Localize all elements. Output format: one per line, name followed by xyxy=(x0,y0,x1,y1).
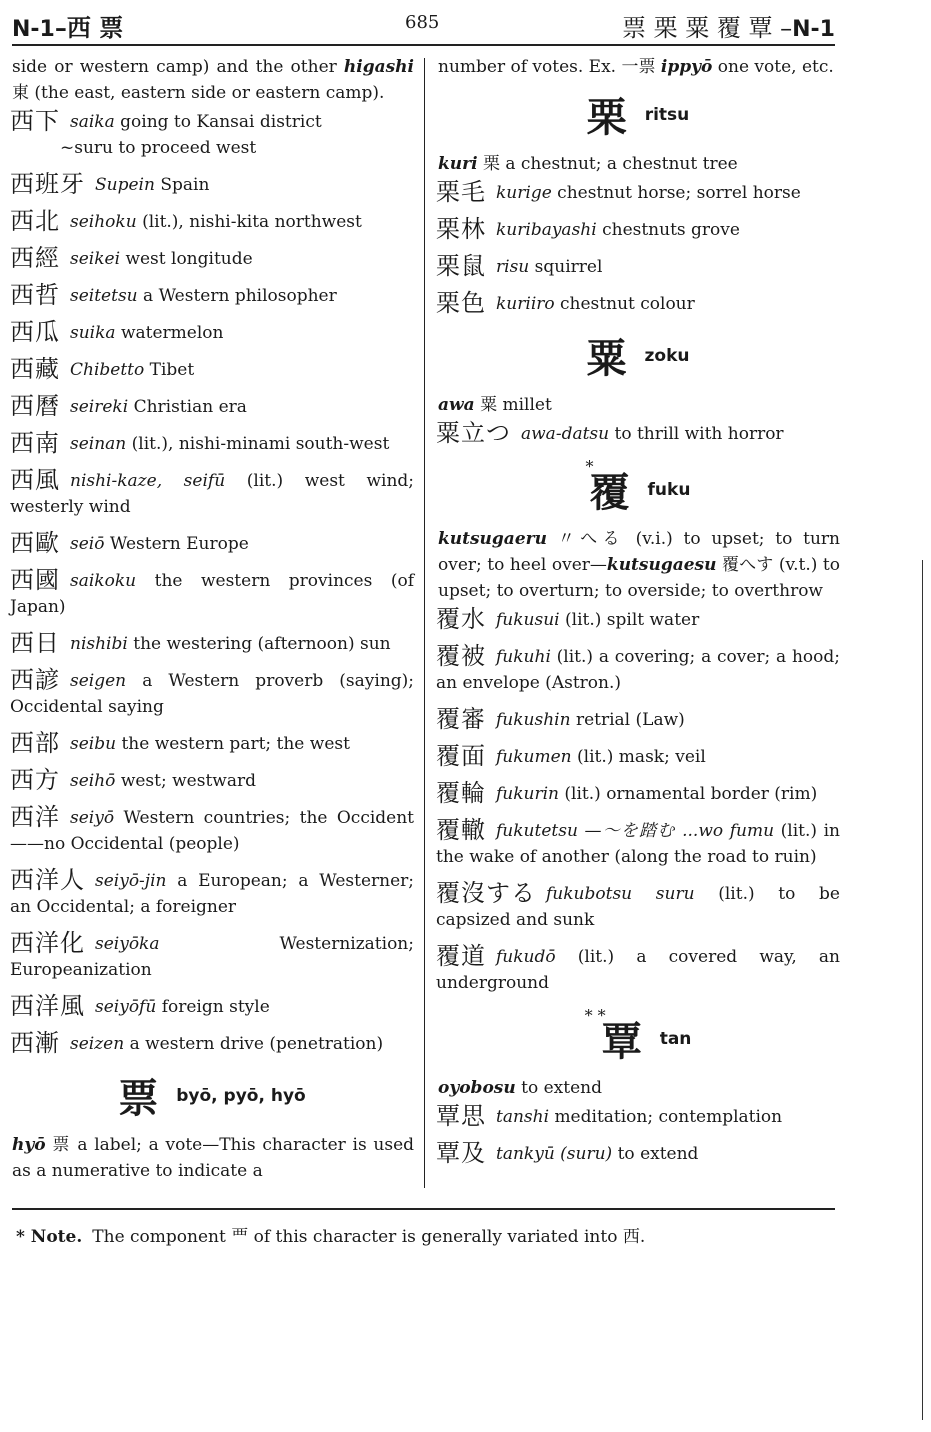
entry-definition: a Western proverb (saying); Occidental saying xyxy=(10,671,415,717)
entry-definition: foreign style xyxy=(161,997,270,1017)
right-column xyxy=(436,54,840,1177)
entry-romaji: seibu xyxy=(70,734,117,754)
entry-romaji: seihoku xyxy=(70,212,137,232)
entry-definition: the western part; the west xyxy=(121,734,350,754)
entry-romaji: seikei xyxy=(70,249,121,269)
entry-definition: west; westward xyxy=(120,771,256,791)
ritsu-definition: kuri 栗 a chestnut; a chestnut tree xyxy=(438,154,738,174)
dictionary-entry xyxy=(10,767,414,794)
dictionary-entry xyxy=(10,467,414,520)
dictionary-entry xyxy=(436,880,840,933)
dictionary-entry xyxy=(10,993,414,1020)
entry-kanji: 西洋 xyxy=(10,803,60,831)
header-right-kanji: 票 栗 粟 覆 覃 – xyxy=(621,14,793,42)
entry-extra: ~suru to proceed west xyxy=(60,138,257,158)
entry-definition: a western drive (penetration) xyxy=(129,1034,384,1054)
entry-definition: to extend xyxy=(617,1144,699,1164)
entry-romaji: fukurin xyxy=(496,784,560,804)
dictionary-entry xyxy=(436,1103,840,1130)
header-right-code: N-1 xyxy=(792,17,835,42)
entry-romaji: seireki xyxy=(70,397,129,417)
entry-kanji: 西藏 xyxy=(10,355,60,383)
entry-kanji: 西洋風 xyxy=(10,992,85,1020)
head-character-hyo: 票 byō, pyō, hyō xyxy=(118,1075,306,1122)
dictionary-entry xyxy=(10,530,414,557)
dictionary-entry xyxy=(10,208,414,235)
entry-kanji: 覆道 xyxy=(436,942,486,970)
dictionary-entry xyxy=(10,667,414,720)
head-character-fuku: *覆 fuku xyxy=(585,457,691,516)
entry-kanji: 西瓜 xyxy=(10,318,60,346)
tan-definition: oyobosu to extend xyxy=(438,1078,602,1098)
dictionary-entry xyxy=(436,706,840,733)
entry-kanji: 栗色 xyxy=(436,289,486,317)
entry-kanji: 西下 xyxy=(10,107,60,135)
entry-kanji: 栗毛 xyxy=(436,178,486,206)
fuku-entry-list xyxy=(436,606,840,996)
entry-romaji: fukudō xyxy=(496,947,556,967)
entry-definition: (lit.) spilt water xyxy=(565,610,700,630)
dictionary-entry xyxy=(10,319,414,346)
entry-kanji: 西北 xyxy=(10,207,60,235)
entry-definition: retrial (Law) xyxy=(575,710,685,730)
dictionary-entry xyxy=(436,216,840,243)
dictionary-entry xyxy=(436,817,840,870)
entry-definition: a European; a Westerner; an Occidental; a foreigner xyxy=(10,871,414,917)
entry-romaji: saikoku xyxy=(70,571,137,591)
entry-definition: (lit.) west wind; westerly wind xyxy=(10,471,415,517)
dictionary-entry xyxy=(10,393,414,420)
header-right xyxy=(622,8,835,43)
dictionary-entry xyxy=(10,867,414,920)
entry-kanji: 西日 xyxy=(10,629,60,657)
entry-definition: (lit.) a covered way, an underground xyxy=(436,947,841,993)
entry-kanji: 西班牙 xyxy=(10,170,85,198)
dictionary-entry xyxy=(10,430,414,457)
entry-kanji: 覆轍 xyxy=(436,816,486,844)
entry-kanji: 西洋人 xyxy=(10,866,85,894)
entry-definition: Spain xyxy=(160,175,210,195)
entry-definition: squirrel xyxy=(534,257,603,277)
entry-romaji: suika xyxy=(70,323,116,343)
entry-romaji: seitetsu xyxy=(70,286,138,306)
entry-romaji: seinan xyxy=(70,434,127,454)
entry-definition: (lit.), nishi-kita northwest xyxy=(142,212,362,232)
footnote-rule xyxy=(12,1208,835,1210)
entry-romaji: seihō xyxy=(70,771,116,791)
entry-romaji: tankyū (suru) xyxy=(496,1144,613,1164)
entry-kanji: 西南 xyxy=(10,429,60,457)
entry-definition: a Western philosopher xyxy=(143,286,337,306)
entry-romaji: seiyō-jin xyxy=(95,871,167,891)
entry-kanji: 覆沒する xyxy=(436,879,536,907)
entry-kanji: 西經 xyxy=(10,244,60,272)
entry-definition: (lit.) to be capsized and sunk xyxy=(436,884,840,930)
entry-definition: the western provinces (of Japan) xyxy=(10,571,414,617)
entry-romaji: nishi-kaze, seifū xyxy=(70,471,226,491)
entry-definition: chestnuts grove xyxy=(602,220,740,240)
dictionary-entry xyxy=(10,804,414,857)
entry-definition: Tibet xyxy=(149,360,195,380)
dictionary-entry xyxy=(10,567,414,620)
header-rule xyxy=(12,44,835,46)
entry-romaji: fukushin xyxy=(496,710,571,730)
entry-romaji: seigen xyxy=(70,671,127,691)
entry-romaji: seiyōfū xyxy=(95,997,157,1017)
dictionary-entry xyxy=(436,643,840,696)
entry-romaji: nishibi xyxy=(70,634,128,654)
header-left xyxy=(12,8,123,43)
entry-kanji: 西部 xyxy=(10,729,60,757)
entry-kanji: 覃思 xyxy=(436,1102,486,1130)
entry-definition: meditation; contemplation xyxy=(554,1107,783,1127)
entry-definition: going to Kansai district xyxy=(120,112,322,132)
entry-romaji: Supein xyxy=(95,175,155,195)
head-character-ritsu: 栗 ritsu xyxy=(586,94,690,141)
entry-kanji: 粟立つ xyxy=(436,419,511,447)
entry-romaji: seizen xyxy=(70,1034,125,1054)
dictionary-entry xyxy=(10,245,414,272)
dictionary-entry xyxy=(10,1030,414,1057)
dictionary-entry xyxy=(10,930,414,983)
entry-romaji: awa-datsu xyxy=(521,424,610,444)
entry-kanji: 覆審 xyxy=(436,705,486,733)
dictionary-entry xyxy=(436,420,840,447)
entry-kanji: 西風 xyxy=(10,466,60,494)
entry-definition: Christian era xyxy=(133,397,247,417)
entry-definition: chestnut horse; sorrel horse xyxy=(557,183,801,203)
entry-kanji: 西漸 xyxy=(10,1029,60,1057)
entry-romaji: kuriiro xyxy=(496,294,555,314)
entry-kanji: 西哲 xyxy=(10,281,60,309)
entry-romaji: seiyōka xyxy=(95,934,160,954)
entry-romaji: kuribayashi xyxy=(496,220,597,240)
left-column xyxy=(10,54,414,1186)
entry-romaji: fukubotsu suru xyxy=(546,884,695,904)
dictionary-entry xyxy=(436,606,840,633)
head-character-zoku: 粟 zoku xyxy=(586,335,690,382)
footnote-label: * Note. xyxy=(16,1227,83,1247)
entry-definition: (lit.) mask; veil xyxy=(577,747,706,767)
entry-definition: the westering (afternoon) sun xyxy=(133,634,391,654)
entry-definition: Westernization; Europeanization xyxy=(10,934,414,980)
entry-kanji: 西諺 xyxy=(10,666,60,694)
column-divider xyxy=(424,58,425,1188)
zoku-entry-list xyxy=(436,420,840,447)
entry-romaji: tanshi xyxy=(496,1107,550,1127)
dictionary-entry xyxy=(10,171,414,198)
dictionary-entry xyxy=(10,108,414,161)
entry-romaji: seiyō xyxy=(70,808,115,828)
entry-kanji: 西歐 xyxy=(10,529,60,557)
entry-kanji: 栗鼠 xyxy=(436,252,486,280)
tan-entry-list xyxy=(436,1103,840,1167)
ritsu-entry-list xyxy=(436,179,840,317)
page-number: 685 xyxy=(405,12,440,33)
entry-definition: Western countries; the Occident——no Occidental (people) xyxy=(10,808,414,854)
dictionary-entry xyxy=(10,356,414,383)
entry-kanji: 覃及 xyxy=(436,1139,486,1167)
entry-romaji: Chibetto xyxy=(70,360,145,380)
dictionary-entry xyxy=(436,179,840,206)
hyo-definition: hyō 票 a label; a vote—This character is used as a numerative to indicate a xyxy=(12,1135,415,1181)
entry-romaji: risu xyxy=(496,257,530,277)
entry-definition: Western Europe xyxy=(109,534,249,554)
entry-romaji: fukumen xyxy=(496,747,572,767)
entry-definition: (lit.) in the wake of another (along the road to ruin) xyxy=(436,821,841,867)
dictionary-entry xyxy=(10,730,414,757)
head-character-tan: * *覃 tan xyxy=(584,1006,692,1065)
header-left-code: N-1 xyxy=(12,17,55,42)
fuku-definition: kutsugaeru 〃へる (v.i.) to upset; to turn over; to heel over—kutsugaesu 覆へす (v.t.) to upset; to overturn; to overside; to overthrow xyxy=(438,529,841,601)
dictionary-entry xyxy=(436,743,840,770)
left-intro: side or western camp) and the other higashi 東 (the east, eastern side or eastern camp). xyxy=(12,57,414,103)
dictionary-entry xyxy=(436,253,840,280)
entry-kanji: 西曆 xyxy=(10,392,60,420)
entry-romaji: kurige xyxy=(496,183,552,203)
entry-definition: to thrill with horror xyxy=(614,424,784,444)
entry-kanji: 西洋化 xyxy=(10,929,85,957)
dictionary-entry xyxy=(10,630,414,657)
entry-romaji: seiō xyxy=(70,534,105,554)
dictionary-entry xyxy=(436,780,840,807)
entry-kanji: 西方 xyxy=(10,766,60,794)
right-continuation: number of votes. Ex. 一票 ippyō one vote, etc. xyxy=(438,57,834,77)
entry-kanji: 覆水 xyxy=(436,605,486,633)
entry-definition: (lit.) a covering; a cover; a hood; an envelope (Astron.) xyxy=(436,647,840,693)
entry-definition: west longitude xyxy=(125,249,253,269)
entry-definition: watermelon xyxy=(120,323,224,343)
dictionary-entry xyxy=(10,282,414,309)
entry-romaji: fukutetsu —〜を踏む ...wo fumu xyxy=(496,821,775,841)
footnote-text: The component 覀 of this character is generally variated into 西. xyxy=(92,1227,646,1247)
zoku-definition: awa 粟 millet xyxy=(438,395,552,415)
entry-romaji: fukuhi xyxy=(496,647,551,667)
dictionary-entry xyxy=(436,1140,840,1167)
entry-definition: chestnut colour xyxy=(560,294,695,314)
dictionary-entry xyxy=(436,290,840,317)
dictionary-entry xyxy=(436,943,840,996)
footnote xyxy=(16,1222,645,1247)
entry-kanji: 覆被 xyxy=(436,642,486,670)
entry-definition: (lit.) ornamental border (rim) xyxy=(564,784,818,804)
left-entry-list xyxy=(10,108,414,1057)
entry-kanji: 西國 xyxy=(10,566,60,594)
page-edge-line xyxy=(922,560,923,1420)
entry-kanji: 覆輪 xyxy=(436,779,486,807)
entry-kanji: 覆面 xyxy=(436,742,486,770)
header-left-kanji: –西 票 xyxy=(54,13,124,42)
entry-romaji: fukusui xyxy=(496,610,560,630)
entry-definition: (lit.), nishi-minami south-west xyxy=(131,434,390,454)
entry-kanji: 栗林 xyxy=(436,215,486,243)
entry-romaji: saika xyxy=(70,112,115,132)
